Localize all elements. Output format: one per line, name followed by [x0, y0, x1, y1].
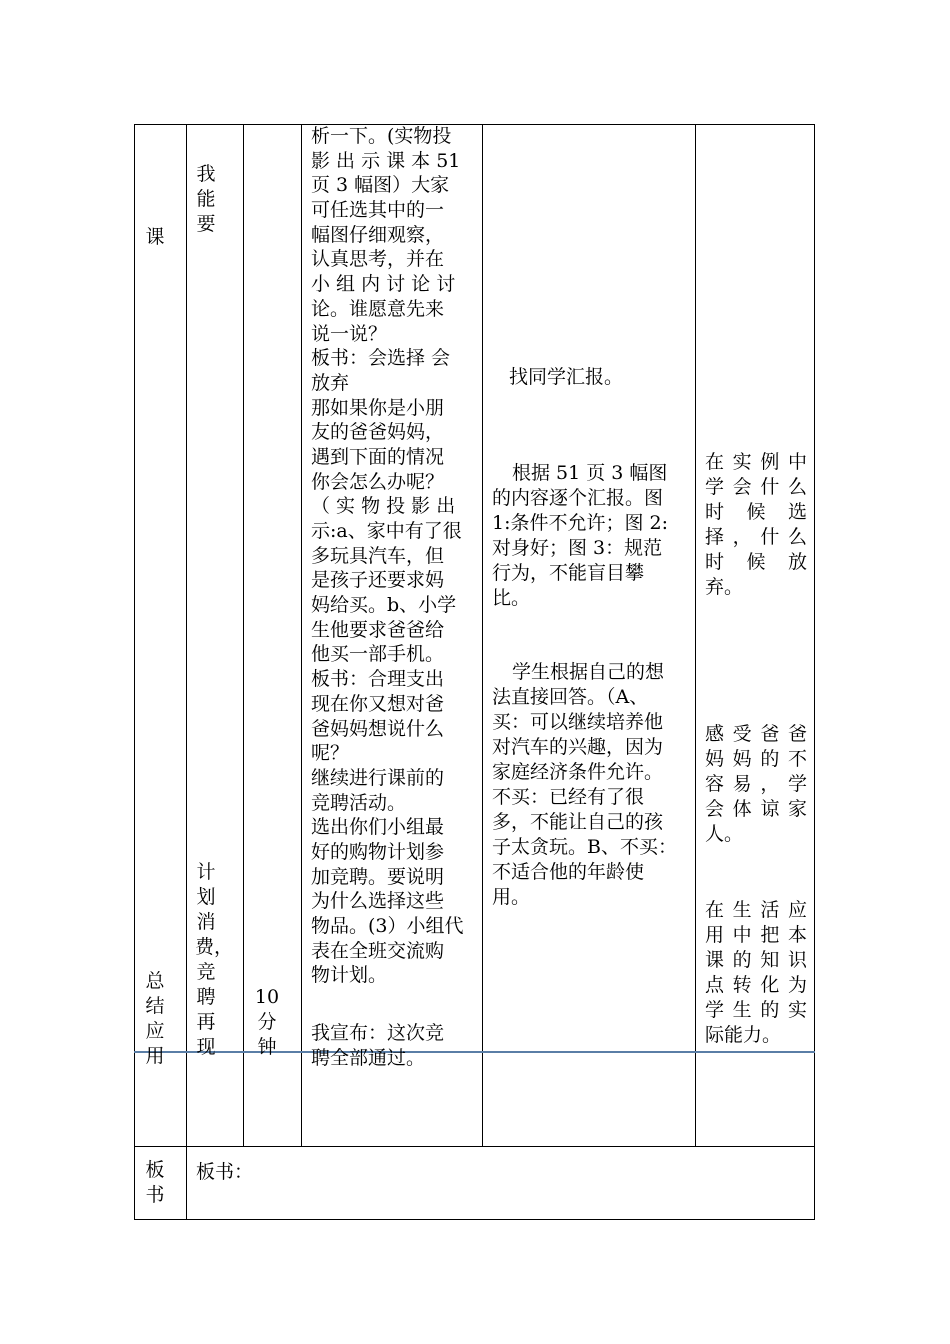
- intent-line: 点 转 化 为: [705, 974, 807, 996]
- teacher-activity-line: 示:a、家中有了很: [311, 520, 462, 542]
- time-char-1: 10: [254, 986, 280, 1008]
- intent-line: 学 生 的 实: [705, 999, 807, 1021]
- student-activity-line: 行为，不能盲目攀: [492, 562, 645, 584]
- teacher-activity-line: 小 组 内 讨 论 讨: [311, 273, 456, 296]
- teacher-activity-line: 表在全班交流购: [311, 939, 445, 962]
- student-activity-line: 多，不能让自己的孩: [492, 811, 664, 833]
- student-activity-line: 1:条件不允许；图 2:: [492, 512, 669, 534]
- student-activity-line: 法直接回答。（A、: [492, 686, 649, 708]
- student-activity-line: 比。: [492, 587, 531, 609]
- col2-bottom-char-5: 竞: [196, 961, 216, 983]
- intent-line: 在 生 活 应: [705, 899, 807, 921]
- col2-top-char-2: 能: [196, 188, 216, 210]
- col1-top-char: 课: [145, 226, 165, 248]
- student-activity-line: 不适合他的年龄使: [492, 861, 645, 883]
- student-activity-line: 家庭经济条件允许。: [492, 761, 664, 783]
- col2-top-char-1: 我: [196, 163, 216, 185]
- student-activity-line: 的内容逐个汇报。图: [492, 487, 664, 509]
- board-text: 板书：: [196, 1161, 254, 1183]
- board-label-char-2: 书: [145, 1184, 165, 1206]
- teacher-activity-line: 可任选其中的一: [311, 199, 445, 222]
- teacher-activity-line: 继续进行课前的: [311, 766, 445, 789]
- teacher-activity-line: 为什么选择这些: [311, 890, 445, 913]
- intent-para3: [705, 898, 807, 1048]
- col1-bottom-char-4: 用: [145, 1045, 165, 1067]
- teacher-activity-line: 选出你们小组最: [311, 816, 445, 839]
- col-divider-3: [301, 124, 302, 1147]
- intent-line: 时 候 放: [705, 551, 807, 573]
- intent-line: 感 受 爸 爸: [705, 723, 807, 745]
- teacher-announcement-line: 聘全部通过。: [311, 1046, 426, 1069]
- teacher-announcement-line: 我宣布：这次竞: [311, 1022, 445, 1044]
- teacher-activity-line: 幅图仔细观察，: [311, 223, 445, 246]
- student-activity-para1: 找同学汇报。: [509, 366, 624, 388]
- intent-para1: [705, 450, 807, 600]
- col2-bottom-char-6: 聘: [196, 986, 216, 1008]
- teacher-announcement: [311, 1021, 477, 1070]
- col2-bottom-char-1: 计: [196, 861, 216, 883]
- col2-bottom-char-8: 现: [196, 1036, 216, 1058]
- intent-line: 时 候 选: [705, 501, 807, 523]
- teacher-activity-line: 说一说？: [311, 322, 388, 345]
- student-activity-line: 子太贪玩。B、不买：: [492, 836, 677, 858]
- intent-line: 容 易 ， 学: [705, 773, 807, 795]
- time-char-3: 钟: [257, 1036, 277, 1058]
- teacher-activity-line: 放弃: [311, 371, 350, 394]
- teacher-activity-line: 物品。(3）小组代: [311, 915, 464, 937]
- teacher-activity: [311, 124, 477, 988]
- col-divider-2: [243, 124, 244, 1147]
- time-char-2: 分: [257, 1011, 277, 1033]
- col1-bottom-char-2: 结: [145, 995, 165, 1017]
- table-border-left: [134, 124, 135, 1220]
- teacher-activity-line: 他买一部手机。: [311, 643, 445, 666]
- teacher-activity-line: 好的购物计划参: [311, 840, 445, 863]
- table-border-bottom: [134, 1219, 815, 1220]
- intent-line: 择 ， 什 么: [705, 526, 807, 548]
- row-divider-board: [134, 1146, 815, 1147]
- col2-bottom-char-2: 划: [196, 886, 216, 908]
- teacher-activity-line: 妈给买。b、小学: [311, 594, 457, 617]
- teacher-activity-line: 影 出 示 课 本 51: [311, 149, 461, 172]
- student-activity-line: 买：可以继续培养他: [492, 711, 664, 733]
- col1-bottom-char-1: 总: [145, 970, 165, 992]
- teacher-activity-line: 你会怎么办呢？: [311, 470, 445, 493]
- col2-bottom-char-7: 再: [196, 1011, 216, 1033]
- board-label-char-1: 板: [145, 1159, 165, 1181]
- intent-line: 课 的 知 识: [705, 949, 807, 971]
- teacher-activity-line: 认真思考，并在: [311, 248, 445, 271]
- intent-line: 学 会 什 么: [705, 476, 807, 498]
- student-activity-line: 对汽车的兴趣，因为: [492, 736, 664, 758]
- intent-line: 际能力。: [705, 1024, 782, 1046]
- table-border-right: [814, 124, 815, 1220]
- teacher-activity-line: 那如果你是小朋: [311, 396, 445, 419]
- col2-top-char-3: 要: [196, 213, 216, 235]
- teacher-activity-line: 析一下。(实物投: [311, 125, 452, 147]
- student-activity-para3: [492, 660, 688, 910]
- intent-line: 人。: [705, 823, 744, 845]
- teacher-activity-line: （ 实 物 投 影 出: [311, 495, 456, 518]
- student-activity-line: 学生根据自己的想: [512, 661, 665, 683]
- teacher-activity-line: 板书：合理支出: [311, 668, 445, 691]
- intent-line: 用 中 把 本: [705, 924, 807, 946]
- intent-line: 妈 妈 的 不: [705, 748, 807, 770]
- student-activity-para2: [492, 461, 688, 611]
- teacher-activity-line: 竞聘活动。: [311, 791, 407, 814]
- student-activity-line: 不买：已经有了很: [492, 786, 645, 808]
- col1-bottom-char-3: 应: [145, 1020, 165, 1042]
- intent-line: 会 体 谅 家: [705, 798, 807, 820]
- teacher-activity-line: 爸妈妈想说什么: [311, 717, 445, 740]
- teacher-activity-line: 物计划。: [311, 964, 388, 987]
- student-activity-line: 对身好；图 3：规范: [492, 537, 663, 559]
- teacher-activity-line: 现在你又想对爸: [311, 692, 445, 715]
- col-divider-4: [482, 124, 483, 1147]
- teacher-activity-line: 生他要求爸爸给: [311, 618, 445, 641]
- intent-line: 在 实 例 中: [705, 451, 807, 473]
- teacher-activity-line: 呢？: [311, 742, 350, 765]
- teacher-activity-line: 加竞聘。要说明: [311, 865, 445, 888]
- student-activity-line: 根据 51 页 3 幅图: [512, 462, 668, 484]
- teacher-activity-line: 是孩子还要求妈: [311, 569, 445, 592]
- col-divider-1: [186, 124, 187, 1220]
- teacher-activity-line: 板书：会选择 会: [311, 347, 451, 370]
- col-divider-5: [695, 124, 696, 1147]
- teacher-activity-line: 页 3 幅图）大家: [311, 174, 450, 197]
- teacher-activity-line: 论。谁愿意先来: [311, 297, 445, 320]
- intent-line: 弃。: [705, 576, 744, 598]
- teacher-activity-line: 多玩具汽车，但: [311, 544, 445, 567]
- teacher-activity-line: 友的爸爸妈妈，: [311, 421, 445, 444]
- teacher-activity-line: 遇到下面的情况: [311, 445, 445, 468]
- col2-bottom-char-4: 费，: [195, 936, 234, 958]
- col2-bottom-char-3: 消: [196, 911, 216, 933]
- intent-para2: [705, 722, 807, 847]
- student-activity-line: 用。: [492, 886, 531, 908]
